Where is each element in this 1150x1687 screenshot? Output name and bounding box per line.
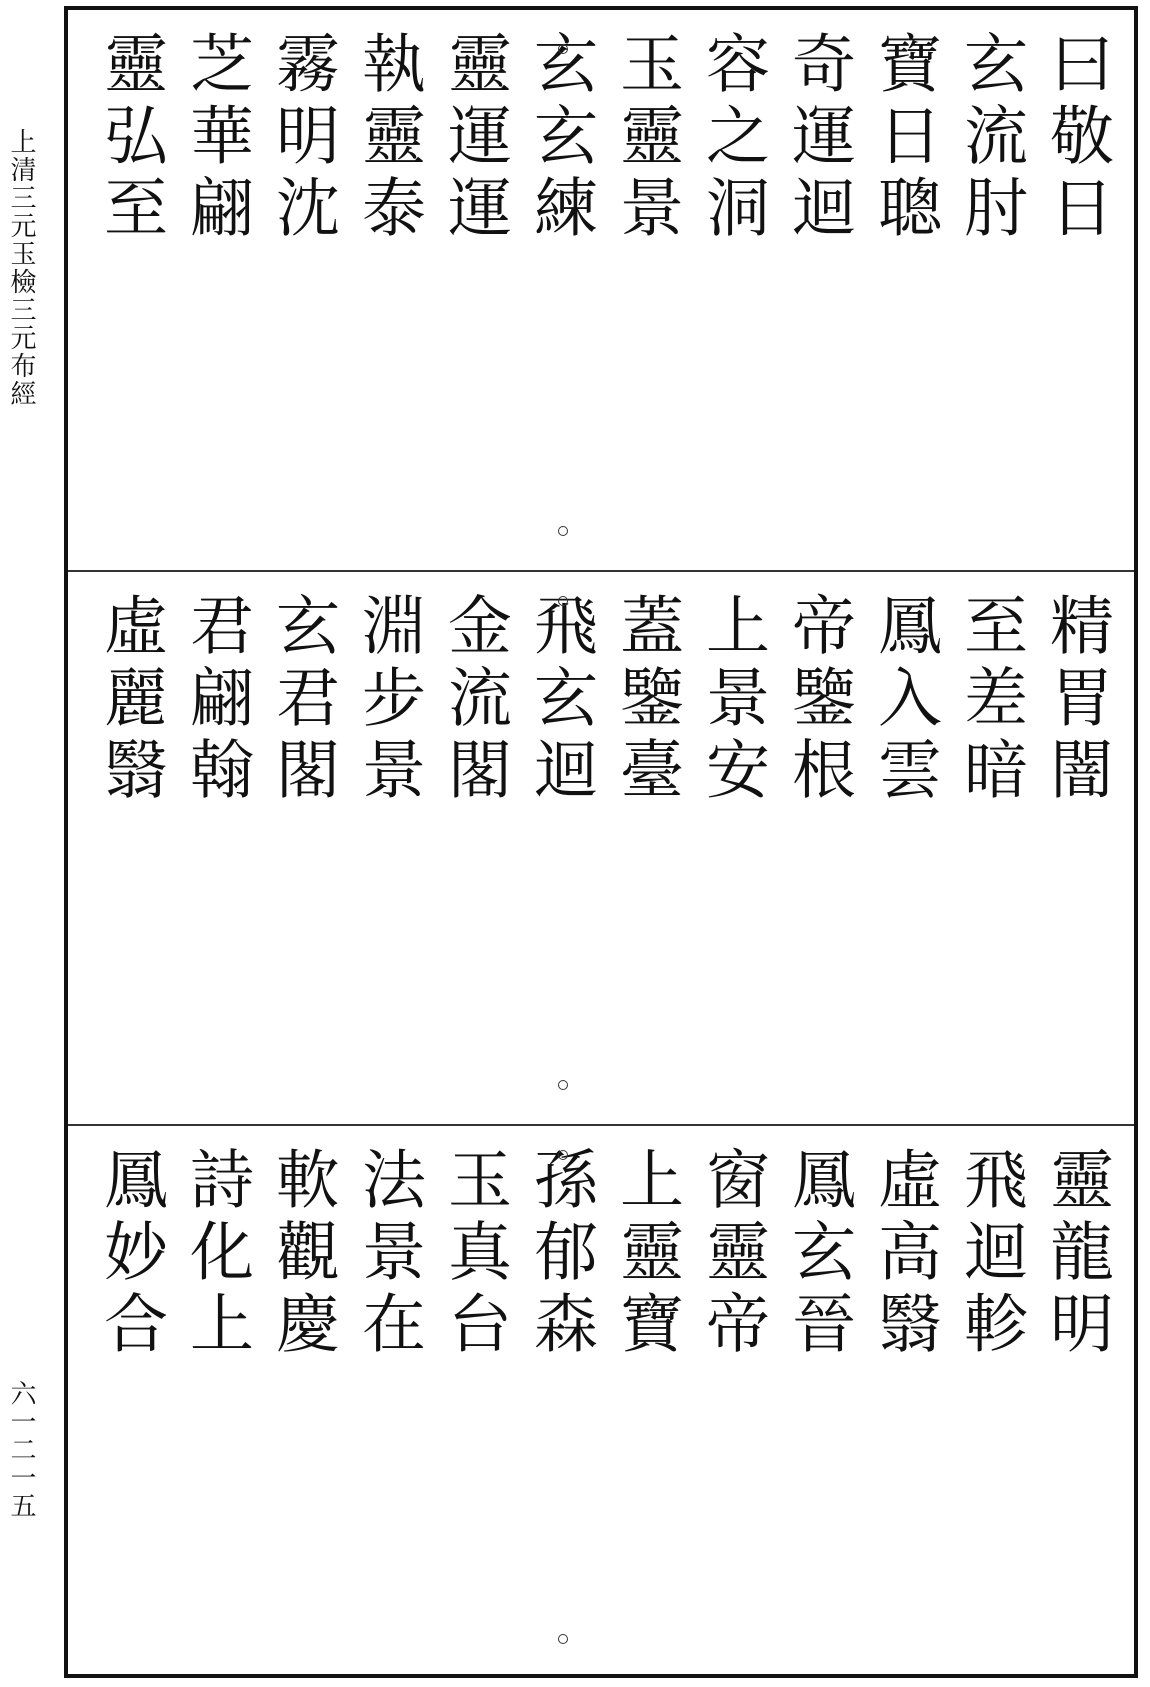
text-column: 軟觀慶 [265,1146,339,1362]
text-column: 寶日聰 [867,30,941,246]
text-column: 孫郁森 [523,1146,597,1362]
text-column: 玉靈景 [609,30,683,246]
punctuation-circle [558,1080,568,1090]
text-column: 玄流肘 [953,30,1027,246]
text-column: 君翩翰 [179,592,253,808]
text-column: 上景安 [695,592,769,808]
text-column: 上靈寶 [609,1146,683,1362]
text-column: 鳳玄晉 [781,1146,855,1362]
text-column: 鳳妙合 [93,1146,167,1362]
text-column: 至差暗 [953,592,1027,808]
text-column: 虛高翳 [867,1146,941,1362]
text-column: 鳳入雲 [867,592,941,808]
text-column: 靈弘至 [93,30,167,246]
text-column: 曰敬日 [1039,30,1113,246]
text-column: 帝鑒根 [781,592,855,808]
text-column: 執靈泰 [351,30,425,246]
text-column: 玉真台 [437,1146,511,1362]
text-column: 玄玄練 [523,30,597,246]
panel-bottom [68,1124,1134,1678]
punctuation-circle [558,1634,568,1644]
text-column: 奇運迴 [781,30,855,246]
text-column: 玄君閣 [265,592,339,808]
text-column: 靈龍明 [1039,1146,1113,1362]
text-column: 金流閣 [437,592,511,808]
punctuation-circle [558,596,568,606]
panel-middle [68,570,1134,1124]
text-column: 飛玄迴 [523,592,597,808]
text-column: 靈運運 [437,30,511,246]
text-column: 芝華翩 [179,30,253,246]
page-frame [64,6,1138,1678]
punctuation-circle [558,526,568,536]
text-column: 飛迴軫 [953,1146,1027,1362]
page-number: 六一二一五 [6,1380,36,1520]
text-column: 法景在 [351,1146,425,1362]
text-column: 虛麗翳 [93,592,167,808]
text-column: 精胃闇 [1039,592,1113,808]
text-column: 容之洞 [695,30,769,246]
punctuation-circle [558,1150,568,1160]
punctuation-circle [558,44,568,54]
text-column: 蓋鑒臺 [609,592,683,808]
text-column: 詩化上 [179,1146,253,1362]
side-title: 上清三元玉檢三元布經 [6,128,36,408]
text-column: 淵步景 [351,592,425,808]
text-column: 窗靈帝 [695,1146,769,1362]
panel-top [68,10,1134,570]
text-column: 霧明沈 [265,30,339,246]
